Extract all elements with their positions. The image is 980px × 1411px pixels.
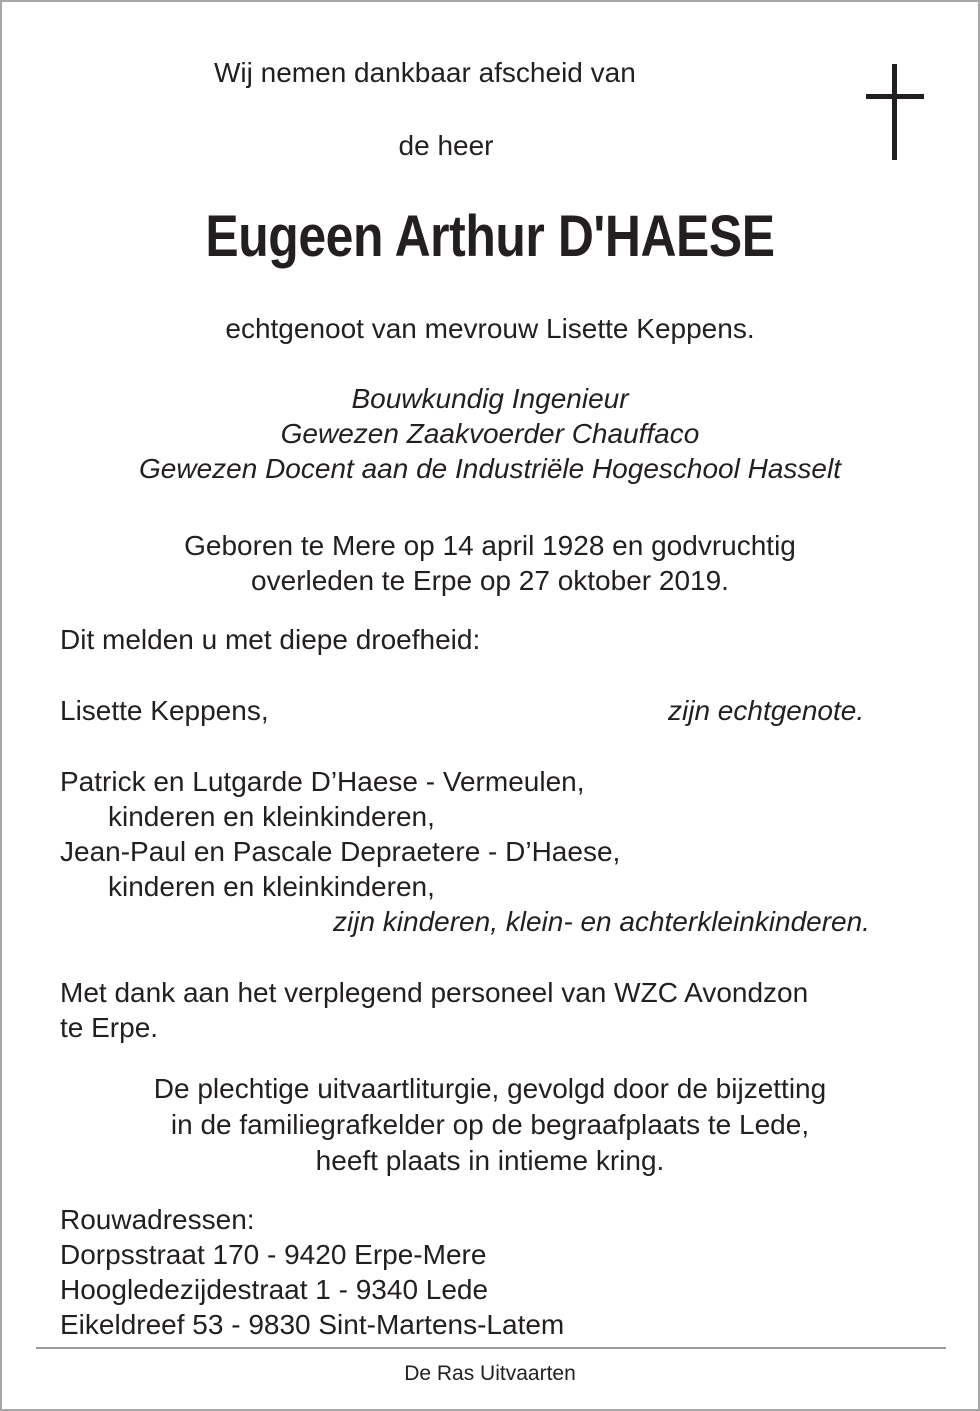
thanks-line: te Erpe. [60,1012,159,1043]
addresses-heading: Rouwadressen: [60,1204,255,1235]
family-line: kinderen en kleinkinderen, [108,801,435,832]
family-line: Jean-Paul en Pascale Depraetere - D’Haese, [60,836,621,867]
address-line: Hoogledezijdestraat 1 - 9340 Lede [60,1274,489,1305]
spouse-relation: zijn echtgenote. [668,695,865,726]
family-line: kinderen en kleinkinderen, [108,871,435,902]
title-line: Gewezen Docent aan de Industriële Hogeschool Hasselt [139,453,841,484]
birth-death-line: Geboren te Mere op 14 april 1928 en godvruchtig [184,530,796,561]
title-line: Gewezen Zaakvoerder Chauffaco [280,418,700,449]
thanks-line: Met dank aan het verplegend personeel van WZC Avondzon [60,977,809,1008]
footer-funeral-home: De Ras Uitvaarten [404,1362,576,1385]
ceremony-line: De plechtige uitvaartliturgie, gevolgd door de bijzetting [153,1073,827,1104]
spouse-line: echtgenoot van mevrouw Lisette Keppens. [225,313,755,344]
family-line: Patrick en Lutgarde D’Haese - Vermeulen, [60,766,585,797]
deceased-name: Eugeen Arthur D'HAESE [205,204,775,269]
spouse-name: Lisette Keppens, [60,695,269,726]
ceremony-line: in de familiegrafkelder op de begraafplaats te Lede, [170,1109,810,1140]
ceremony-line: heeft plaats in intieme kring. [315,1145,665,1176]
address-line: Eikeldreef 53 - 9830 Sint-Martens-Latem [60,1309,565,1340]
title-line: Bouwkundig Ingenieur [351,383,629,414]
address-line: Dorpsstraat 170 - 9420 Erpe-Mere [60,1239,487,1270]
title-prefix: de heer [398,130,494,161]
footer-divider [36,1347,946,1349]
intro-text: Wij nemen dankbaar afscheid van [214,57,636,88]
family-relation: zijn kinderen, klein- en achterkleinkinderen. [333,906,870,937]
announcement-text: Dit melden u met diepe droefheid: [60,624,481,655]
birth-death-line: overleden te Erpe op 27 oktober 2019. [251,565,729,596]
